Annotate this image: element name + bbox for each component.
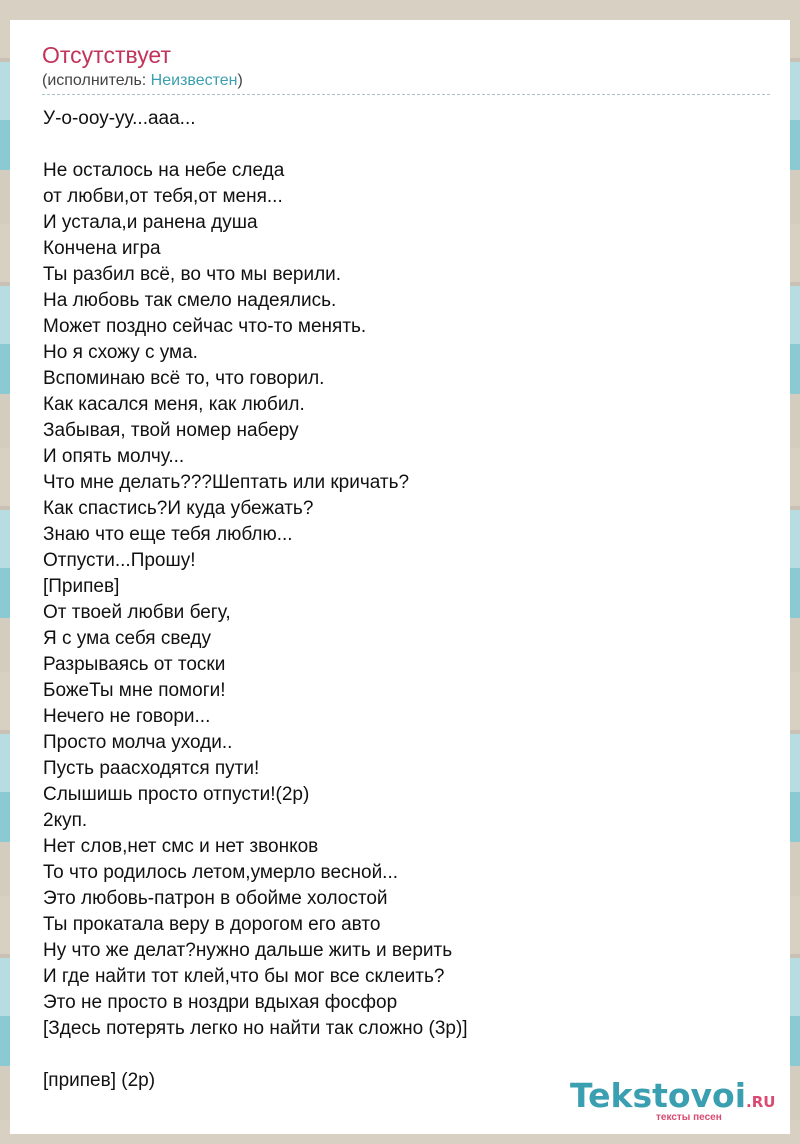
lyric-line: Как спастись?И куда убежать?	[43, 498, 314, 519]
lyric-line: У-о-ооу-уу...ааа...	[43, 108, 196, 129]
lyric-line: Ты прокатала веру в дорогом его авто	[43, 914, 381, 935]
song-title: Отсутствует	[42, 42, 171, 68]
lyric-line: На любовь так смело надеялись.	[43, 290, 337, 311]
lyric-line: Ну что же делат?нужно дальше жить и верить	[43, 940, 453, 961]
lyrics-card	[10, 20, 790, 1134]
lyric-line: Разрываясь от тоски	[43, 654, 226, 675]
artist-suffix: )	[237, 72, 243, 89]
lyric-line: Как касался меня, как любил.	[43, 394, 305, 415]
lyric-line: Знаю что еще тебя люблю...	[43, 524, 293, 545]
logo-wordmark: Tekstovoi	[570, 1076, 747, 1115]
lyric-line: [Припев]	[43, 576, 120, 597]
logo-tagline: тексты песен	[656, 1112, 722, 1123]
lyric-line: БожеТы мне помоги!	[43, 680, 226, 701]
lyric-line: Слышишь просто отпусти!(2р)	[43, 784, 310, 805]
lyric-line: Кончена игра	[43, 238, 161, 259]
artist-link[interactable]: Неизвестен	[150, 72, 238, 89]
lyric-line: Я с ума себя сведу	[43, 628, 211, 649]
lyric-line: Что мне делать???Шептать или кричать?	[43, 472, 410, 493]
lyric-line: Просто молча уходи..	[43, 732, 233, 753]
lyric-line: 2куп.	[43, 810, 88, 831]
lyric-line: Вспоминаю всё то, что говорил.	[43, 368, 325, 389]
lyric-line	[43, 1042, 773, 1068]
lyric-line: Ты разбил всё, во что мы верили.	[43, 264, 342, 285]
lyric-line: То что родилось летом,умерло весной...	[43, 862, 399, 883]
lyric-line: Не осталось на небе следа	[43, 160, 285, 181]
lyric-line: [Здесь потерять легко но найти так сложно (3р)]	[43, 1018, 468, 1039]
artist-prefix: (исполнитель:	[42, 72, 151, 89]
lyric-line: [припев] (2р)	[43, 1070, 156, 1091]
lyric-line: И устала,и ранена душа	[43, 212, 258, 233]
lyric-line: Это любовь-патрон в обойме холостой	[43, 888, 388, 909]
lyric-line: Но я схожу с ума.	[43, 342, 198, 363]
logo-domain: .RU	[746, 1093, 776, 1111]
site-logo[interactable]	[570, 1076, 780, 1126]
song-header	[42, 40, 770, 95]
lyric-line: Это не просто в ноздри вдыхая фосфор	[43, 992, 398, 1013]
artist-line	[42, 70, 770, 95]
lyric-line: Нечего не говори...	[43, 706, 211, 727]
lyric-line: Пусть раасходятся пути!	[43, 758, 260, 779]
lyric-line	[43, 132, 773, 158]
lyric-line: От твоей любви бегу,	[43, 602, 231, 623]
lyrics-text	[43, 106, 773, 1094]
lyric-line: Может поздно сейчас что-то менять.	[43, 316, 367, 337]
lyric-line: Забывая, твой номер наберу	[43, 420, 299, 441]
lyric-line: Отпусти...Прошу!	[43, 550, 196, 571]
lyric-line: от любви,от тебя,от меня...	[43, 186, 283, 207]
lyric-line: И где найти тот клей,что бы мог все склеить?	[43, 966, 445, 987]
lyric-line: И опять молчу...	[43, 446, 185, 467]
lyric-line: Нет слов,нет смс и нет звонков	[43, 836, 319, 857]
